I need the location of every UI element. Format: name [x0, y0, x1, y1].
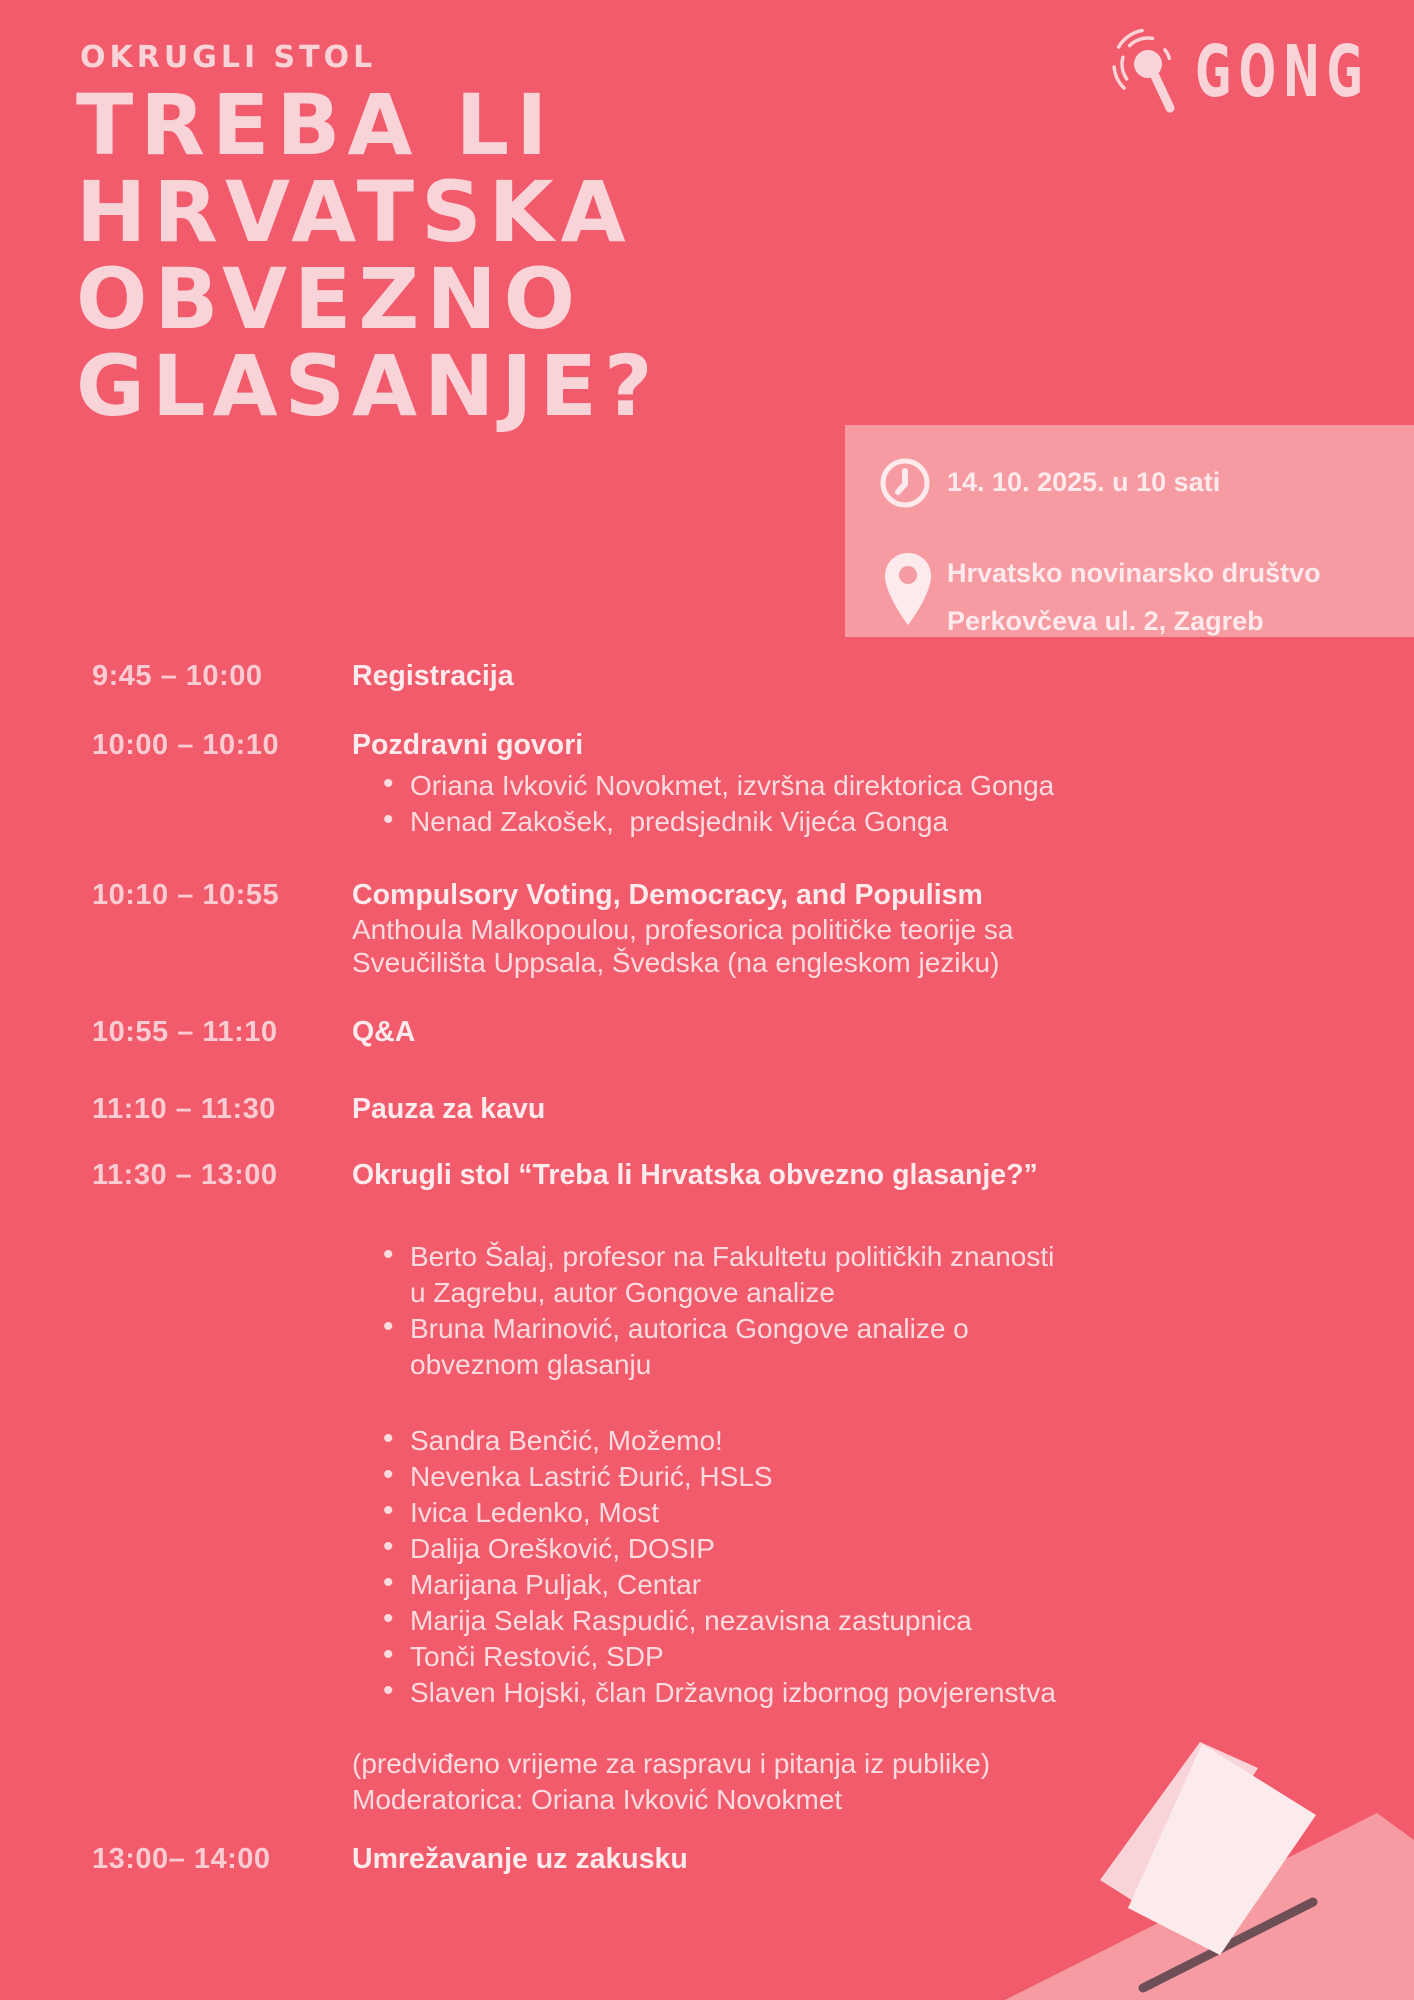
gong-logo — [1108, 28, 1370, 121]
schedule-time: 9:45 – 10:00 — [92, 660, 263, 692]
schedule — [92, 655, 1414, 2000]
schedule-title: Pauza za kavu — [352, 1093, 546, 1125]
bullet-group — [352, 768, 1054, 840]
schedule-title: Compulsory Voting, Democracy, and Populism — [352, 879, 983, 911]
venue-line-2: Perkovčeva ul. 2, Zagreb — [947, 606, 1264, 636]
schedule-content — [352, 1091, 545, 1127]
title-line-1: TREBA LI — [76, 76, 555, 174]
title-line-3: OBVEZNO — [76, 250, 583, 348]
schedule-time: 11:10 – 11:30 — [92, 1093, 276, 1125]
bullet-item: • Nevenka Lastrić Đurić, HSLS — [352, 1459, 1056, 1495]
footer-line: (predviđeno vrijeme za raspravu i pitanja iz publike) — [352, 1748, 991, 1779]
detail-line: Sveučilišta Uppsala, Švedska (na engleskom jeziku) — [352, 947, 1000, 978]
bullet-item: • Tonči Restović, SDP — [352, 1639, 1056, 1675]
bullet-item: • Sandra Benčić, Možemo! — [352, 1423, 1056, 1459]
schedule-time: 11:30 – 13:00 — [92, 1159, 278, 1191]
schedule-time: 10:00 – 10:10 — [92, 729, 280, 761]
detail-line: Anthoula Malkopoulou, profesorica političke teorije sa — [352, 914, 1014, 945]
gong-wordmark: GONG — [1195, 31, 1370, 114]
bullet-item: • Oriana Ivković Novokmet, izvršna direktorica Gonga — [352, 768, 1054, 804]
schedule-row — [92, 727, 1054, 840]
schedule-row — [92, 1157, 1056, 1818]
location-pin-icon — [883, 551, 933, 632]
gong-mallet-icon — [1108, 28, 1186, 121]
bullet-item: obveznom glasanju — [410, 1349, 652, 1380]
bullet-item: • Nenad Zakošek, predsjednik Vijeća Gonga — [352, 804, 1054, 840]
schedule-row — [92, 877, 1014, 979]
footer-line: Moderatorica: Oriana Ivković Novokmet — [352, 1784, 843, 1815]
event-datetime: 14. 10. 2025. u 10 sati — [947, 467, 1221, 497]
clock-icon — [878, 456, 932, 515]
schedule-content — [352, 877, 1014, 979]
poster-title — [76, 76, 660, 435]
event-venue — [947, 549, 1321, 645]
schedule-row — [92, 1841, 688, 1877]
bullet-group — [352, 1423, 1056, 1711]
schedule-time: 10:10 – 10:55 — [92, 879, 280, 911]
schedule-title: Pozdravni govori — [352, 729, 584, 761]
schedule-content — [352, 1157, 1056, 1818]
schedule-content — [352, 727, 1054, 840]
schedule-title: Q&A — [352, 1016, 416, 1048]
kicker: OKRUGLI STOL — [80, 40, 377, 75]
schedule-time: 13:00– 14:00 — [92, 1843, 271, 1875]
schedule-title: Registracija — [352, 660, 514, 692]
bullet-item: • Ivica Ledenko, Most — [352, 1495, 1056, 1531]
bullet-item: • Berto Šalaj, profesor na Fakultetu političkih znanosti — [352, 1239, 1056, 1275]
event-info-panel — [845, 425, 1414, 637]
schedule-title: Okrugli stol “Treba li Hrvatska obvezno glasanje?” — [352, 1159, 1038, 1191]
schedule-title: Umrežavanje uz zakusku — [352, 1843, 688, 1875]
schedule-time: 10:55 – 11:10 — [92, 1016, 278, 1048]
schedule-row — [92, 1091, 545, 1127]
title-line-2: HRVATSKA — [76, 163, 633, 261]
bullet-item: • Marijana Puljak, Centar — [352, 1567, 1056, 1603]
bullet-item: • Marija Selak Raspudić, nezavisna zastupnica — [352, 1603, 1056, 1639]
bullet-item: • Bruna Marinović, autorica Gongove analize o — [352, 1311, 1056, 1347]
schedule-row — [92, 658, 514, 694]
bullet-item: • Dalija Orešković, DOSIP — [352, 1531, 1056, 1567]
bullet-item: u Zagrebu, autor Gongove analize — [410, 1277, 835, 1308]
schedule-row — [92, 1014, 415, 1050]
title-line-4: GLASANJE? — [76, 337, 660, 435]
schedule-content — [352, 1014, 415, 1050]
bullet-group — [352, 1239, 1056, 1383]
schedule-content — [352, 1841, 688, 1877]
schedule-content — [352, 658, 514, 694]
venue-line-1: Hrvatsko novinarsko društvo — [947, 558, 1321, 588]
bullet-item: • Slaven Hojski, član Državnog izbornog povjerenstva — [352, 1675, 1056, 1711]
